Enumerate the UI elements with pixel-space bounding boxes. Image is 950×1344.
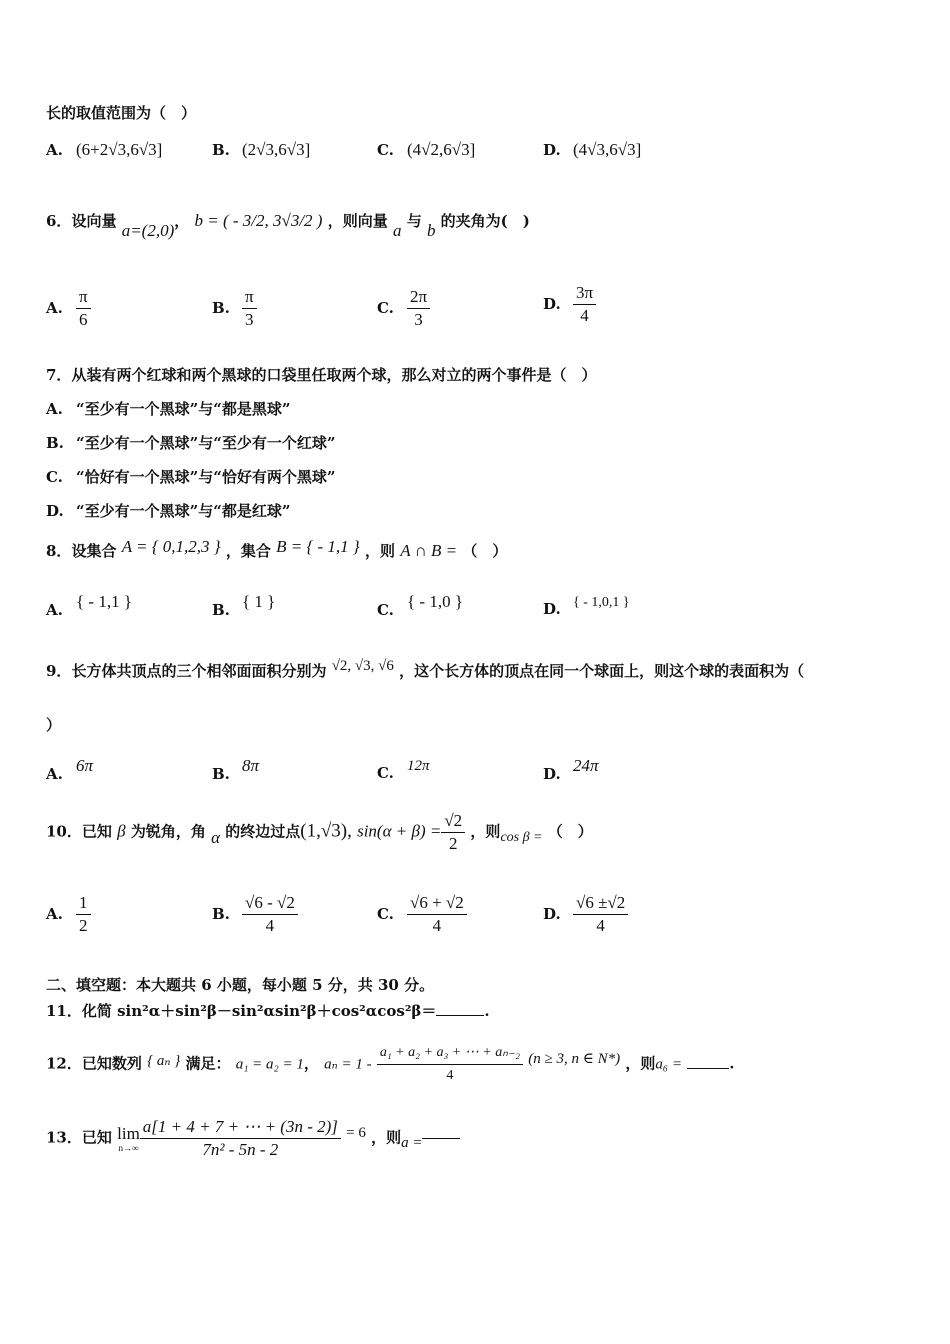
option-fraction <box>242 286 257 331</box>
q6-vector-a: a=(2,0) <box>121 221 175 240</box>
question-number: 11． <box>46 1002 82 1020</box>
fraction-denominator: 4 <box>596 916 605 935</box>
fraction-numerator: √6 ±√2 <box>573 892 628 915</box>
q11-stem <box>46 1000 490 1021</box>
q8-option-b[interactable] <box>212 592 276 620</box>
q9-option-b[interactable] <box>212 756 260 783</box>
q13-fraction <box>140 1116 341 1161</box>
option-value: 24π <box>573 756 599 775</box>
option-value: (4√2,6√3] <box>407 140 476 159</box>
q9-option-c[interactable] <box>377 756 430 782</box>
option-value: { - 1,0,1 } <box>573 595 630 610</box>
option-label: A. <box>46 904 63 923</box>
option-label: C. <box>377 141 394 159</box>
option-text: “恰好有一个黑球”与“恰好有两个黑球” <box>76 468 336 486</box>
option-value: 6π <box>76 756 94 775</box>
option-label: C. <box>377 601 394 619</box>
q13-stem <box>46 1116 460 1161</box>
q12-recurrence-fraction <box>377 1042 523 1087</box>
q12-end: . <box>729 1054 735 1073</box>
q12-text: ，则 <box>625 1054 656 1073</box>
q8-set-b: B = { - 1,1 } <box>276 537 360 556</box>
q7-option-b[interactable] <box>46 432 336 453</box>
q6-text: 的夹角为( ) <box>440 212 530 230</box>
option-value: 12π <box>407 758 430 774</box>
q6-b-symbol: b <box>426 221 436 240</box>
q10-option-c[interactable] <box>377 892 467 937</box>
question-number: 10． <box>46 822 82 841</box>
option-label: C. <box>377 298 394 317</box>
q10-text: 已知 <box>81 822 112 841</box>
q9-option-d[interactable] <box>543 756 599 783</box>
q9-stem-close: ） <box>46 716 62 734</box>
fraction-numerator: √6 + √2 <box>407 892 467 915</box>
option-fraction <box>76 286 91 331</box>
q10-stem <box>46 810 593 855</box>
q8-text: （ ） <box>462 542 508 560</box>
q12-text: ， <box>303 1054 319 1073</box>
option-fraction <box>407 286 430 331</box>
q10-text: （ ） <box>547 822 593 841</box>
fraction-denominator: 2 <box>449 834 458 853</box>
q5-stem-tail: 长的取值范围为（ ） <box>46 104 197 122</box>
fraction-denominator: 4 <box>432 916 442 935</box>
q13-text: 已知 <box>81 1128 112 1147</box>
q12-text: 满足： <box>185 1054 231 1073</box>
q6-option-c[interactable] <box>377 286 430 331</box>
option-value: 8π <box>242 756 260 775</box>
fraction-denominator: 3 <box>245 310 254 329</box>
option-label: B. <box>212 298 230 317</box>
option-label: B. <box>212 904 230 923</box>
q8-option-a[interactable] <box>46 592 132 620</box>
option-value: (4√3,6√3] <box>573 140 642 159</box>
option-fraction <box>76 892 91 937</box>
q12-sequence: { aₙ } <box>147 1052 181 1069</box>
option-label: A. <box>46 765 63 783</box>
q10-point: (1,√3), <box>300 820 352 842</box>
option-label: C. <box>377 904 394 923</box>
option-label: D. <box>543 294 561 313</box>
q9-areas: √2, √3, √6 <box>331 658 394 674</box>
q11-end: . <box>484 1002 490 1020</box>
option-fraction <box>407 892 467 937</box>
option-label: A. <box>46 141 63 159</box>
q8-option-c[interactable] <box>377 592 463 620</box>
q12-recurrence-lhs: aₙ = 1 - <box>324 1056 372 1073</box>
option-label: D. <box>46 502 64 520</box>
q12-text: 已知数列 <box>81 1054 142 1073</box>
q10-beta: β <box>117 821 126 841</box>
fraction-numerator: 2π <box>407 286 430 309</box>
q5-option-b[interactable] <box>212 140 310 160</box>
q9-option-a[interactable] <box>46 756 94 783</box>
fraction-denominator: 4 <box>446 1068 454 1083</box>
fraction-denominator: 4 <box>580 306 589 325</box>
q13-text: ，则 <box>371 1128 402 1147</box>
q6-text: 与 <box>406 212 422 230</box>
option-label: B. <box>212 601 230 619</box>
question-number: 8． <box>46 542 72 560</box>
q5-option-d[interactable] <box>543 140 641 160</box>
q7-stem <box>46 364 596 385</box>
option-label: D. <box>543 904 561 923</box>
q7-option-a[interactable] <box>46 398 291 419</box>
option-fraction <box>573 282 596 327</box>
option-label: C. <box>377 764 394 782</box>
option-value: { - 1,1 } <box>76 592 132 611</box>
option-label: A. <box>46 601 63 619</box>
q5-option-a[interactable] <box>46 140 162 160</box>
q8-stem <box>46 537 508 561</box>
q6-text: ，则向量 <box>327 212 388 230</box>
fraction-numerator: a[1 + 4 + 7 + ⋯ + (3n - 2)] <box>140 1116 341 1139</box>
question-number: 13． <box>46 1128 82 1147</box>
answer-blank[interactable] <box>436 1001 484 1016</box>
q7-text: 从装有两个红球和两个黑球的口袋里任取两个球，那么对立的两个事件是（ ） <box>71 366 597 384</box>
q12-condition: (n ≥ 3, n ∈ N*) <box>528 1050 621 1067</box>
answer-blank[interactable] <box>422 1138 460 1139</box>
q8-text: 设集合 <box>71 542 117 560</box>
option-label: C. <box>46 468 63 486</box>
fraction-denominator: 3 <box>414 310 423 329</box>
fraction-denominator: 7n² - 5n - 2 <box>202 1140 279 1159</box>
option-fraction <box>242 892 298 937</box>
fraction-numerator: a₁ + a₂ + a₃ + ⋯ + aₙ₋₂ <box>377 1042 523 1065</box>
option-label: B. <box>212 765 230 783</box>
q9-text: 长方体共顶点的三个相邻面面积分别为 <box>71 662 327 680</box>
q5-option-c[interactable] <box>377 140 475 160</box>
q10-text: 为锐角，角 <box>130 822 206 841</box>
q8-set-a: A = { 0,1,2,3 } <box>121 537 221 556</box>
q6-text: ， <box>174 212 190 230</box>
option-value: { - 1,0 } <box>407 592 463 611</box>
option-label: D. <box>543 600 561 618</box>
fraction-denominator: 6 <box>79 310 88 329</box>
q10-cos-expr: cos β = <box>500 829 543 845</box>
q12-ask: a₆ = <box>655 1056 682 1073</box>
option-label: D. <box>543 141 561 159</box>
option-label: A. <box>46 298 63 317</box>
option-label: A. <box>46 400 63 418</box>
q9-text: ，这个长方体的顶点在同一个球面上，则这个球的表面积为（ <box>399 662 805 680</box>
section-title: 二、填空题：本大题共 6 小题，每小题 5 分，共 30 分。 <box>46 976 435 994</box>
option-label: B. <box>212 141 230 159</box>
option-fraction <box>573 892 628 937</box>
option-value: (2√3,6√3] <box>242 140 311 159</box>
q6-option-b[interactable] <box>212 286 257 331</box>
question-number: 9． <box>46 662 72 680</box>
fraction-numerator: π <box>242 286 257 309</box>
q8-expression: A ∩ B = <box>400 541 458 560</box>
fraction-numerator: 1 <box>76 892 91 915</box>
q6-option-a[interactable] <box>46 286 91 331</box>
q6-a-symbol: a <box>392 221 402 240</box>
q10-alpha: α <box>211 827 221 847</box>
q10-option-a[interactable] <box>46 892 91 937</box>
q10-sin-expr: sin(α + β) = <box>357 821 442 841</box>
question-number: 6． <box>46 212 72 230</box>
q10-text: 的终边过点 <box>225 822 301 841</box>
option-label: B. <box>46 434 64 452</box>
q12-initial: a₁ = a₂ = 1 <box>235 1056 304 1073</box>
option-text: “至少有一个黑球”与“都是黑球” <box>76 400 291 418</box>
q9-stem <box>46 660 804 681</box>
fraction-numerator: √6 - √2 <box>242 892 298 915</box>
limit-operator: lim <box>117 1123 140 1143</box>
fraction-numerator: √2 <box>441 810 465 833</box>
q7-option-c[interactable] <box>46 466 336 487</box>
option-text: “至少有一个黑球”与“至少有一个红球” <box>76 434 336 452</box>
q8-option-d[interactable] <box>543 595 630 619</box>
fraction-denominator: 2 <box>79 916 88 935</box>
q6-vector-b: b = ( - 3/2, 3√3/2 ) <box>194 211 323 230</box>
q10-text: ，则 <box>470 822 501 841</box>
q6-text: 设向量 <box>71 212 117 230</box>
q10-option-b[interactable] <box>212 892 298 937</box>
option-value: (6+2√3,6√3] <box>76 140 163 159</box>
q11-text: 化简 sin²α＋sin²β－sin²αsin²β＋cos²αcos²β＝ <box>81 1002 437 1020</box>
fraction-numerator: π <box>76 286 91 309</box>
q6-stem <box>46 210 530 240</box>
question-number: 12． <box>46 1054 82 1073</box>
fraction-numerator: 3π <box>573 282 596 305</box>
option-value: { 1 } <box>242 592 276 611</box>
option-text: “至少有一个黑球”与“都是红球” <box>76 502 291 520</box>
option-label: D. <box>543 765 561 783</box>
fraction-denominator: 4 <box>265 916 275 935</box>
q13-ask: a = <box>401 1134 423 1151</box>
q6-option-d[interactable] <box>543 282 596 327</box>
q13-limit <box>117 1125 140 1153</box>
q10-sin-fraction <box>441 810 465 855</box>
q8-text: ，则 <box>364 542 395 560</box>
q12-stem <box>46 1042 734 1087</box>
question-number: 7． <box>46 366 72 384</box>
answer-blank[interactable] <box>687 1054 729 1069</box>
q13-rhs: = 6 <box>346 1124 366 1141</box>
q7-option-d[interactable] <box>46 500 291 521</box>
limit-subscript: n→∞ <box>118 1142 139 1153</box>
q10-option-d[interactable] <box>543 892 628 937</box>
q8-text: ，集合 <box>225 542 271 560</box>
